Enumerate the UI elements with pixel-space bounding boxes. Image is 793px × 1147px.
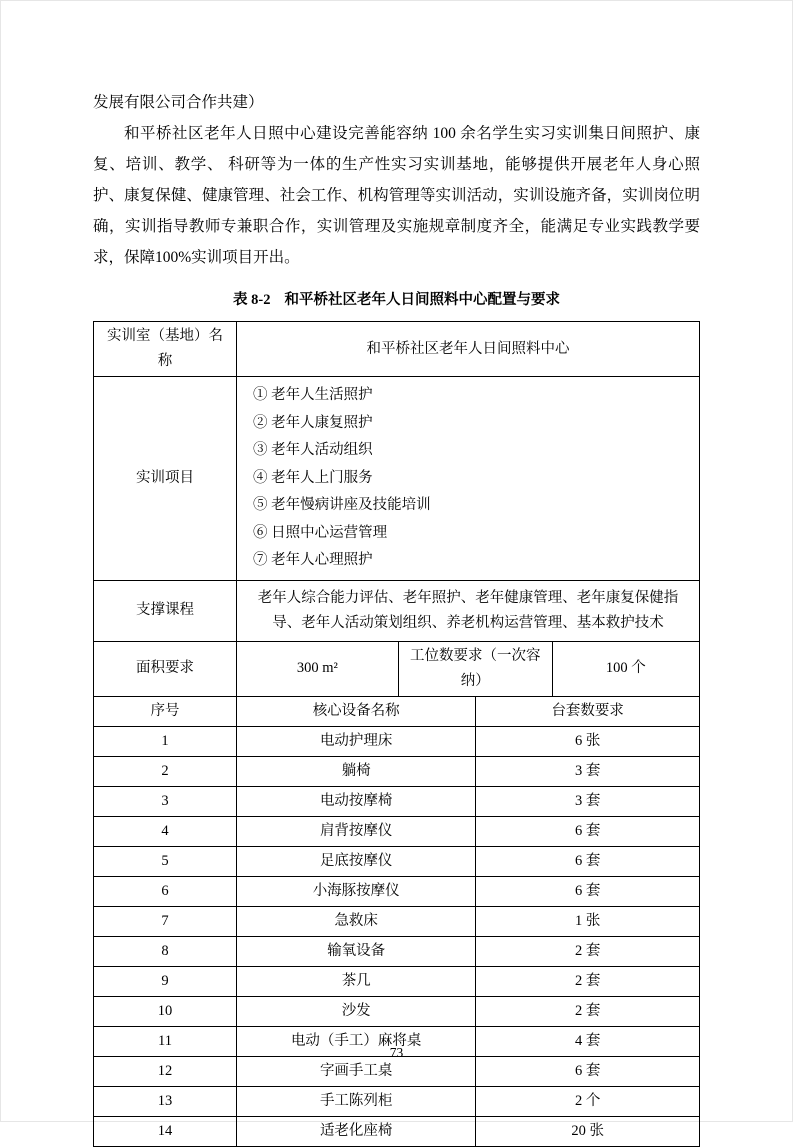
equipment-name-cell: 电动（手工）麻将桌: [237, 1026, 476, 1056]
area-label-cell: 面积要求: [94, 641, 237, 696]
equipment-row: [94, 996, 700, 1026]
area-value-cell: 300 m²: [237, 641, 399, 696]
equipment-row: [94, 1116, 700, 1146]
equipment-no-cell: 6: [94, 876, 237, 906]
equipment-qty-cell: 2 个: [476, 1086, 700, 1116]
equipment-qty-cell: 2 套: [476, 936, 700, 966]
table-caption-label: 表 8-2: [233, 292, 271, 308]
equipment-qty-cell: 6 套: [476, 846, 700, 876]
equipment-no-cell: 11: [94, 1026, 237, 1056]
equipment-row: [94, 906, 700, 936]
equipment-no-cell: 8: [94, 936, 237, 966]
equipment-name-cell: 足底按摩仪: [237, 846, 476, 876]
equipment-no-cell: 4: [94, 816, 237, 846]
equipment-name-cell: 手工陈列柜: [237, 1086, 476, 1116]
project-item: ⑥ 日照中心运营管理: [253, 524, 388, 541]
equipment-row: [94, 966, 700, 996]
equipment-row: [94, 816, 700, 846]
equipment-row: [94, 846, 700, 876]
area-row: [94, 641, 700, 696]
paragraph-body: 和平桥社区老年人日照中心建设完善能容纳 100 余名学生实习实训集日间照护、康复、培训、教学、 科研等为一体的生产性实习实训基地，能够提供开展老年人身心照护、康复保健、健康管理、社会工作、机构管理等实训活动，实训设施齐备，实训岗位明确，实训指导教师专兼职合作，实训管理及实施规章制度齐全，能满足专业实践教学要求，保障100%实训项目开出。: [93, 125, 700, 266]
equipment-qty-cell: 20 张: [476, 1116, 700, 1146]
equipment-no-cell: 5: [94, 846, 237, 876]
equipment-name-cell: 适老化座椅: [237, 1116, 476, 1146]
page-number: 73: [389, 1045, 404, 1060]
project-item: ③ 老年人活动组织: [253, 442, 373, 458]
equipment-row: [94, 876, 700, 906]
config-table: [93, 321, 700, 1147]
projects-list: [253, 382, 689, 575]
equipment-name-cell: 躺椅: [237, 756, 476, 786]
equipment-qty-cell: 3 套: [476, 786, 700, 816]
equipment-row: [94, 756, 700, 786]
equipment-no-cell: 2: [94, 756, 237, 786]
table-caption-title: 和平桥社区老年人日间照料中心配置与要求: [284, 292, 560, 308]
equipment-header-row: [94, 696, 700, 726]
equipment-qty-cell: 2 套: [476, 966, 700, 996]
courses-value-cell: 老年人综合能力评估、老年照护、老年健康管理、老年康复保健指导、老年人活动策划组织、养老机构运营管理、基本救护技术: [237, 580, 700, 641]
projects-value-cell: [237, 377, 700, 581]
equipment-name-cell: 急救床: [237, 906, 476, 936]
equipment-no-cell: 7: [94, 906, 237, 936]
equipment-qty-cell: 1 张: [476, 906, 700, 936]
equipment-name-cell: 电动按摩椅: [237, 786, 476, 816]
equipment-qty-cell: 2 套: [476, 996, 700, 1026]
equipment-name-cell: 输氧设备: [237, 936, 476, 966]
capacity-label-cell: 工位数要求（一次容纳）: [398, 641, 552, 696]
project-item: ⑤ 老年慢病讲座及技能培训: [253, 497, 431, 513]
equipment-qty-cell: 6 套: [476, 876, 700, 906]
table-caption: [93, 289, 700, 311]
equipment-header-no: 序号: [94, 696, 237, 726]
room-label-cell: 实训室（基地）名称: [94, 322, 237, 377]
projects-row: [94, 377, 700, 581]
equipment-name-cell: 沙发: [237, 996, 476, 1026]
equipment-row: [94, 726, 700, 756]
equipment-no-cell: 1: [94, 726, 237, 756]
equipment-name-cell: 茶几: [237, 966, 476, 996]
equipment-row: [94, 786, 700, 816]
equipment-header-name: 核心设备名称: [237, 696, 476, 726]
courses-label-cell: 支撑课程: [94, 580, 237, 641]
project-item: ② 老年人康复照护: [253, 414, 373, 431]
equipment-qty-cell: 3 套: [476, 756, 700, 786]
room-value-cell: 和平桥社区老年人日间照料中心: [237, 322, 700, 377]
equipment-row: [94, 1086, 700, 1116]
equipment-no-cell: 14: [94, 1116, 237, 1146]
room-row: [94, 322, 700, 377]
equipment-no-cell: 13: [94, 1086, 237, 1116]
equipment-qty-cell: 4 套: [476, 1026, 700, 1056]
equipment-qty-cell: 6 套: [476, 816, 700, 846]
equipment-no-cell: 12: [94, 1056, 237, 1086]
equipment-qty-cell: 6 套: [476, 1056, 700, 1086]
projects-label-cell: 实训项目: [94, 377, 237, 581]
equipment-name-cell: 小海豚按摩仪: [237, 876, 476, 906]
equipment-name-cell: 字画手工桌: [237, 1056, 476, 1086]
project-item: ④ 老年人上门服务: [253, 469, 373, 486]
equipment-no-cell: 3: [94, 786, 237, 816]
equipment-name-cell: 电动护理床: [237, 726, 476, 756]
project-item: ① 老年人生活照护: [253, 387, 373, 403]
courses-row: [94, 580, 700, 641]
equipment-no-cell: 9: [94, 966, 237, 996]
equipment-no-cell: 10: [94, 996, 237, 1026]
equipment-row: [94, 936, 700, 966]
equipment-body: [94, 726, 700, 1146]
equipment-name-cell: 肩背按摩仪: [237, 816, 476, 846]
equipment-header-qty: 台套数要求: [476, 696, 700, 726]
equipment-qty-cell: 6 张: [476, 726, 700, 756]
project-item: ⑦ 老年人心理照护: [253, 552, 373, 568]
paragraph-continuation: 发展有限公司合作共建）: [93, 94, 264, 111]
capacity-value-cell: 100 个: [552, 641, 699, 696]
